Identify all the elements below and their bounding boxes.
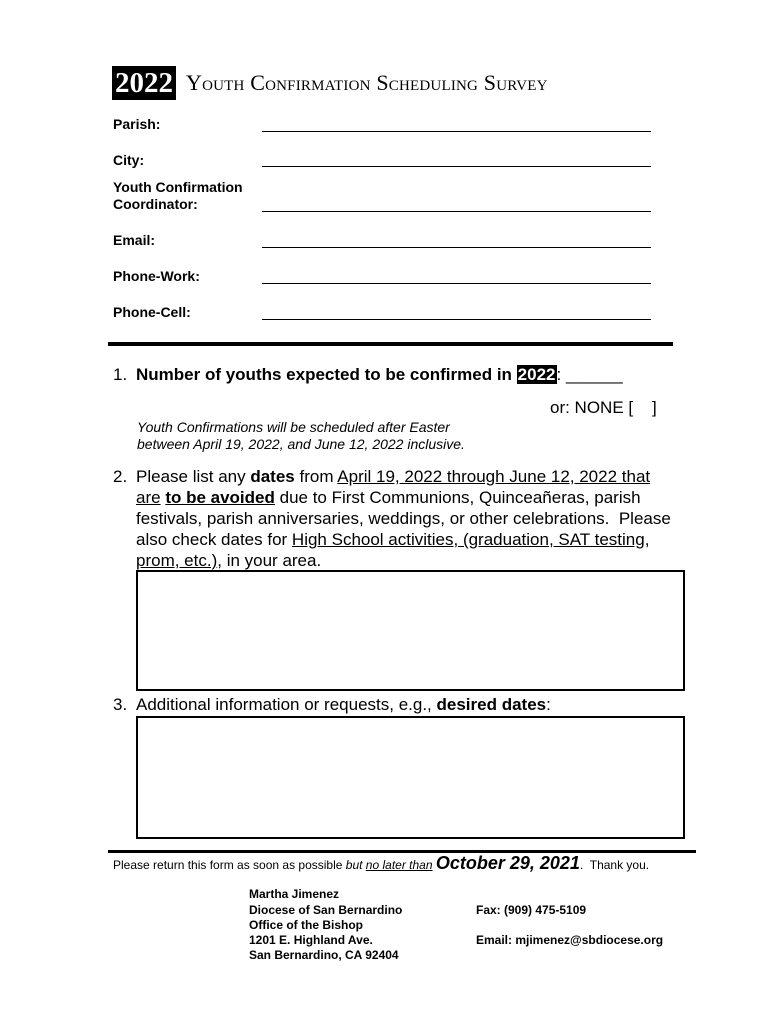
email-label: Email: (113, 232, 156, 248)
phone-cell-label: Phone-Cell: (113, 304, 191, 320)
q1-note-line2: between April 19, 2022, and June 12, 2022 inclusive. (137, 436, 465, 452)
q2-line5: prom, etc.), in your area. (136, 551, 322, 570)
dates-to-avoid-textarea[interactable] (136, 570, 685, 691)
additional-info-textarea[interactable] (136, 716, 685, 839)
q3-text: Additional information or requests, e.g., desired dates: (136, 695, 551, 714)
q1-question: Number of youths expected to be confirmed in (136, 365, 512, 384)
phone-cell-field[interactable] (262, 319, 651, 320)
parish-label: Parish: (113, 116, 161, 132)
q2-line4: also check dates for High School activities, (graduation, SAT testing, (136, 530, 650, 549)
q1-number: 1. (113, 365, 128, 384)
city-label: City: (113, 152, 145, 168)
coordinator-label-line2: Coordinator: (113, 196, 198, 212)
footer-divider (108, 850, 696, 853)
contact-street: 1201 E. Highland Ave. (249, 933, 373, 947)
deadline-date: October 29, 2021 (435, 853, 580, 873)
contact-fax: Fax: (909) 475-5109 (476, 903, 587, 917)
q2-line3: festivals, parish anniversaries, weddings, or other celebrations. Please (136, 509, 671, 528)
phone-work-field[interactable] (262, 283, 651, 284)
q3-number: 3. (113, 695, 128, 714)
q1-year: 2022 (517, 365, 556, 384)
q1-count-blank[interactable]: : ______ (556, 365, 623, 384)
contact-office: Office of the Bishop (249, 918, 363, 932)
contact-email[interactable]: Email: mjimenez@sbdiocese.org (476, 933, 664, 947)
title-year-badge: 2022 (112, 66, 176, 100)
q1-none-option[interactable] (550, 397, 657, 418)
coordinator-field[interactable] (262, 211, 651, 212)
section-divider (108, 342, 673, 346)
contact-name: Martha Jimenez (249, 887, 340, 901)
email-field[interactable] (262, 247, 651, 248)
contact-city: San Bernardino, CA 92404 (249, 948, 399, 962)
page-title (112, 66, 548, 100)
city-field[interactable] (262, 166, 651, 167)
parish-field[interactable] (262, 131, 651, 132)
title-text: Youth Confirmation Scheduling Survey (186, 70, 548, 95)
return-instructions: Please return this form as soon as possible but no later than October 29, 2021. Thank you. (113, 853, 650, 873)
coordinator-label-line1: Youth Confirmation (113, 179, 243, 195)
q2-line1: Please list any dates from April 19, 2022 through June 12, 2022 that (136, 467, 651, 486)
q1-none-text: or: NONE [ ] (550, 398, 657, 417)
contact-org: Diocese of San Bernardino (249, 903, 403, 917)
q2-line2: are to be avoided due to First Communions, Quinceañeras, parish (136, 488, 641, 507)
q1-text (136, 364, 623, 385)
q1-note-line1: Youth Confirmations will be scheduled after Easter (137, 419, 450, 435)
q2-number: 2. (113, 467, 128, 486)
phone-work-label: Phone-Work: (113, 268, 200, 284)
